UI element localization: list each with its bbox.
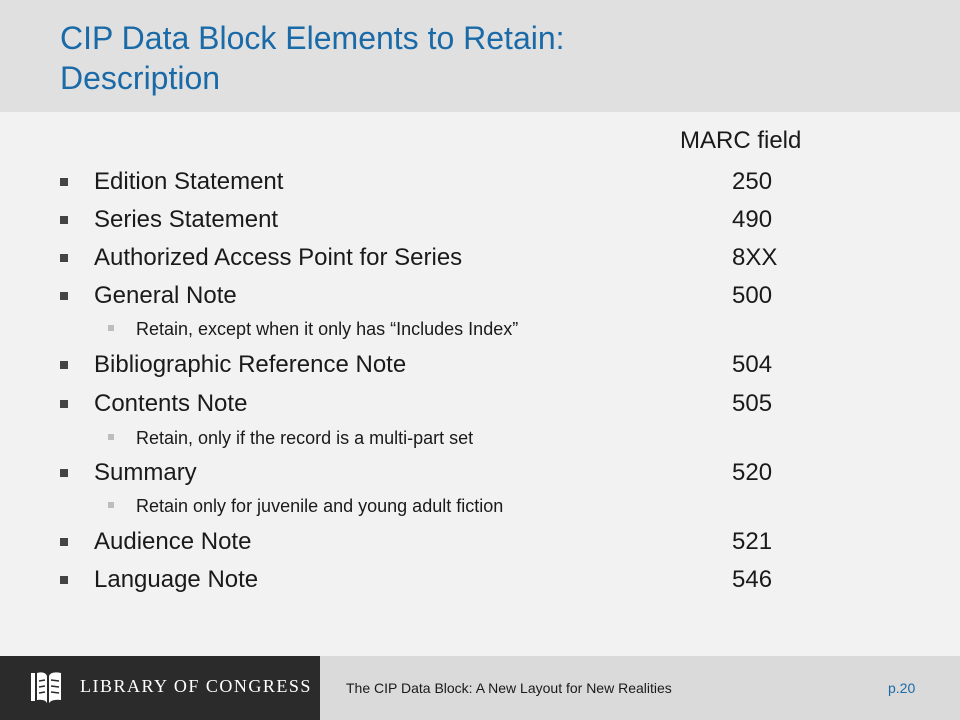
item-label: Language Note bbox=[94, 566, 259, 593]
slide-title-line-2: Description bbox=[60, 60, 221, 96]
marc-code: 521 bbox=[732, 528, 773, 555]
square-bullet-icon bbox=[60, 400, 68, 408]
open-book-icon bbox=[28, 669, 66, 707]
square-bullet-icon bbox=[60, 576, 68, 584]
title-band bbox=[0, 0, 960, 112]
sub-note-text: Retain, except when it only has “Includes Index” bbox=[136, 319, 519, 339]
marc-code: 8XX bbox=[732, 244, 778, 271]
marc-code: 250 bbox=[732, 168, 773, 195]
item-label: Audience Note bbox=[94, 528, 252, 555]
square-sub-bullet-icon bbox=[108, 325, 114, 331]
item-label: Summary bbox=[94, 459, 197, 486]
square-sub-bullet-icon bbox=[108, 434, 114, 440]
square-bullet-icon bbox=[60, 469, 68, 477]
square-bullet-icon bbox=[60, 292, 68, 300]
logo-wordmark: LIBRARY OF CONGRESS bbox=[80, 676, 312, 696]
page-number: p.20 bbox=[888, 680, 916, 696]
square-bullet-icon bbox=[60, 361, 68, 369]
marc-code: 490 bbox=[732, 206, 773, 233]
item-label: Contents Note bbox=[94, 390, 248, 417]
sub-note-text: Retain only for juvenile and young adult fiction bbox=[136, 496, 504, 516]
square-sub-bullet-icon bbox=[108, 502, 114, 508]
item-label: Bibliographic Reference Note bbox=[94, 351, 407, 378]
item-label: Series Statement bbox=[94, 206, 279, 233]
slide-title-line-1: CIP Data Block Elements to Retain: bbox=[60, 20, 565, 56]
marc-code: 504 bbox=[732, 351, 773, 378]
slide-title bbox=[60, 18, 920, 98]
footer-caption: The CIP Data Block: A New Layout for New Realities bbox=[346, 680, 672, 696]
square-bullet-icon bbox=[60, 216, 68, 224]
footer-bar bbox=[0, 656, 960, 720]
marc-code: 546 bbox=[732, 566, 773, 593]
marc-field-header: MARC field bbox=[680, 127, 802, 154]
item-label: Authorized Access Point for Series bbox=[94, 244, 463, 271]
library-of-congress-logo bbox=[0, 656, 320, 720]
item-label: Edition Statement bbox=[94, 168, 284, 195]
square-bullet-icon bbox=[60, 178, 68, 186]
item-label: General Note bbox=[94, 282, 237, 309]
marc-code: 520 bbox=[732, 459, 773, 486]
marc-code: 500 bbox=[732, 282, 773, 309]
sub-note-text: Retain, only if the record is a multi-part set bbox=[136, 428, 474, 448]
square-bullet-icon bbox=[60, 254, 68, 262]
square-bullet-icon bbox=[60, 538, 68, 546]
marc-code: 505 bbox=[732, 390, 773, 417]
